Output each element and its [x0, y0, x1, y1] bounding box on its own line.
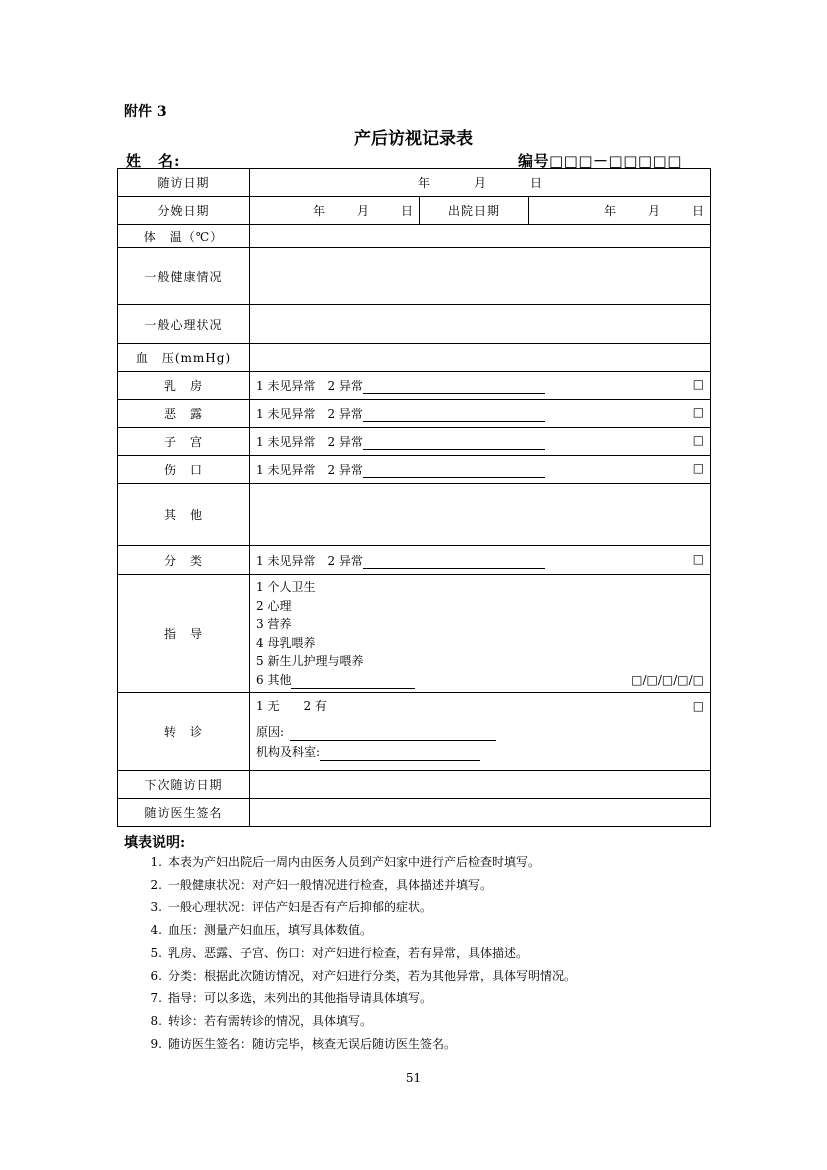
- year-label: 年: [603, 204, 616, 218]
- instruction-item: [142, 874, 576, 897]
- row-wound: [118, 456, 711, 484]
- instruction-text: 指导：可以多选，未列出的其他指导请具体填写。: [168, 991, 433, 1006]
- abnormal-line[interactable]: [363, 568, 545, 569]
- discharge-date-label: 出院日期: [420, 197, 529, 225]
- blood-pressure-field[interactable]: [250, 344, 711, 372]
- instruction-text: 转诊：若有需转诊的情况，具体填写。: [168, 1013, 373, 1028]
- month-label: 月: [474, 176, 487, 190]
- uterus-label: 子 宫: [118, 428, 250, 456]
- visit-date-field[interactable]: [250, 169, 711, 197]
- guidance-item: 2 心理: [256, 598, 292, 613]
- guidance-item: 5 新生儿护理与喂养: [256, 654, 364, 668]
- instruction-text: 本表为产妇出院后一周内由医务人员到产妇家中进行产后检查时填写。: [168, 855, 541, 869]
- instructions-list: [142, 851, 576, 1055]
- name-label-part1: 姓: [126, 152, 143, 170]
- row-general-mental: [118, 305, 711, 344]
- row-next-visit: [118, 771, 711, 799]
- year-label: 年: [312, 204, 325, 218]
- row-temperature: [118, 225, 711, 248]
- lochia-field[interactable]: [250, 400, 711, 428]
- instruction-number: 4.: [150, 923, 162, 938]
- referral-reason-label: 原因:: [256, 725, 285, 739]
- instruction-text: 血压：测量产妇血压，填写具体数值。: [168, 923, 373, 938]
- general-health-field[interactable]: [250, 248, 711, 305]
- row-referral: [118, 693, 711, 771]
- row-general-health: [118, 248, 711, 305]
- page-number: 51: [405, 1071, 422, 1085]
- guidance-field[interactable]: [250, 575, 711, 693]
- referral-institution-label: 机构及科室:: [256, 745, 321, 759]
- name-label-part2: 名:: [158, 152, 181, 170]
- instruction-number: 7.: [150, 991, 162, 1006]
- instruction-number: 8.: [150, 1013, 162, 1028]
- instruction-text: 随访医生签名：随访完毕，核查无误后随访医生签名。: [168, 1036, 457, 1051]
- referral-option: 1 无 2 有: [256, 699, 327, 713]
- instruction-item: [142, 965, 576, 988]
- referral-field[interactable]: [250, 693, 711, 771]
- abnormal-line[interactable]: [363, 393, 545, 394]
- row-doctor-sign: [118, 799, 711, 827]
- instruction-number: 5.: [150, 945, 162, 960]
- row-guidance: [118, 575, 711, 693]
- instruction-text: 一般心理状况：评估产妇是否有产后抑郁的症状。: [168, 900, 433, 915]
- breast-option: 1 未见异常 2 异常: [256, 379, 363, 393]
- instruction-number: 6.: [150, 968, 162, 983]
- visit-date-label: 随访日期: [118, 169, 250, 197]
- next-visit-label: 下次随访日期: [118, 771, 250, 799]
- uterus-option: 1 未见异常 2 异常: [256, 435, 363, 449]
- instruction-item: [142, 1033, 576, 1056]
- instruction-text: 分类：根据此次随访情况，对产妇进行分类，若为其他异常，具体写明情况。: [168, 968, 577, 983]
- lochia-checkbox[interactable]: □: [692, 405, 705, 419]
- general-mental-field[interactable]: [250, 305, 711, 344]
- classification-label: 分 类: [118, 546, 250, 575]
- page-title: 产后访视记录表: [354, 129, 473, 149]
- next-visit-field[interactable]: [250, 771, 711, 799]
- breast-checkbox[interactable]: □: [692, 377, 705, 391]
- instruction-text: 一般健康状况：对产妇一般情况进行检查，具体描述并填写。: [168, 877, 493, 892]
- row-blood-pressure: [118, 344, 711, 372]
- guidance-other-label: 6 其他: [256, 672, 292, 687]
- abnormal-line[interactable]: [363, 477, 545, 478]
- guidance-label: 指 导: [118, 575, 250, 693]
- row-lochia: [118, 400, 711, 428]
- wound-option: 1 未见异常 2 异常: [256, 463, 363, 477]
- row-breast: [118, 372, 711, 400]
- blood-pressure-label: 血 压(mmHg): [118, 344, 250, 372]
- row-delivery-date: [118, 197, 711, 225]
- row-classification: [118, 546, 711, 575]
- postpartum-visit-form: [117, 168, 711, 827]
- other-label: 其 他: [118, 484, 250, 546]
- instruction-item: [142, 919, 576, 942]
- guidance-item-other: [256, 671, 704, 690]
- delivery-date-field[interactable]: [250, 197, 420, 225]
- doctor-sign-label: 随访医生签名: [118, 799, 250, 827]
- guidance-item: 4 母乳喂养: [256, 635, 316, 650]
- guidance-item: 1 个人卫生: [256, 580, 316, 594]
- breast-field[interactable]: [250, 372, 711, 400]
- temperature-label: 体 温（℃）: [118, 225, 250, 248]
- instruction-number: 1.: [150, 855, 162, 869]
- instruction-item: [142, 987, 576, 1010]
- instruction-item: [142, 896, 576, 919]
- classification-option: 1 未见异常 2 异常: [256, 553, 363, 568]
- other-field[interactable]: [250, 484, 711, 546]
- instruction-number: 2.: [150, 877, 162, 892]
- day-label: 日: [400, 204, 413, 218]
- row-other: [118, 484, 711, 546]
- wound-checkbox[interactable]: □: [692, 461, 705, 475]
- year-label: 年: [417, 176, 430, 190]
- attachment-label: 附件 3: [124, 104, 167, 120]
- referral-checkbox[interactable]: □: [692, 699, 705, 713]
- classification-checkbox[interactable]: □: [692, 551, 705, 566]
- classification-field[interactable]: [250, 546, 711, 575]
- instruction-text: 乳房、恶露、子宫、伤口：对产妇进行检查，若有异常，具体描述。: [168, 945, 529, 960]
- delivery-date-label: 分娩日期: [118, 197, 250, 225]
- referral-reason-line[interactable]: [290, 740, 496, 741]
- uterus-field[interactable]: [250, 428, 711, 456]
- row-visit-date: [118, 169, 711, 197]
- guidance-checkboxes[interactable]: □/□/□/□/□: [631, 672, 705, 687]
- month-label: 月: [648, 204, 661, 218]
- serial-number-field[interactable]: 编号□□□－□□□□□: [518, 152, 682, 170]
- discharge-date-field[interactable]: [529, 197, 711, 225]
- referral-institution-line[interactable]: [320, 760, 480, 761]
- guidance-other-line[interactable]: [291, 688, 415, 689]
- general-mental-label: 一般心理状况: [118, 305, 250, 344]
- lochia-option: 1 未见异常 2 异常: [256, 407, 363, 421]
- instruction-item: [142, 1010, 576, 1033]
- day-label: 日: [692, 204, 705, 218]
- instruction-number: 3.: [150, 900, 162, 915]
- temperature-field[interactable]: [250, 225, 711, 248]
- row-uterus: [118, 428, 711, 456]
- general-health-label: 一般健康情况: [118, 248, 250, 305]
- wound-field[interactable]: [250, 456, 711, 484]
- uterus-checkbox[interactable]: □: [692, 433, 705, 447]
- instruction-item: [142, 851, 576, 874]
- wound-label: 伤 口: [118, 456, 250, 484]
- breast-label: 乳 房: [118, 372, 250, 400]
- referral-label: 转 诊: [118, 693, 250, 771]
- day-label: 日: [530, 176, 543, 190]
- month-label: 月: [356, 204, 369, 218]
- instructions-title: 填表说明:: [124, 835, 186, 851]
- guidance-item: 3 营养: [256, 617, 292, 631]
- doctor-sign-field[interactable]: [250, 799, 711, 827]
- abnormal-line[interactable]: [363, 449, 545, 450]
- instruction-item: [142, 942, 576, 965]
- instruction-number: 9.: [150, 1036, 162, 1051]
- lochia-label: 恶 露: [118, 400, 250, 428]
- abnormal-line[interactable]: [363, 421, 545, 422]
